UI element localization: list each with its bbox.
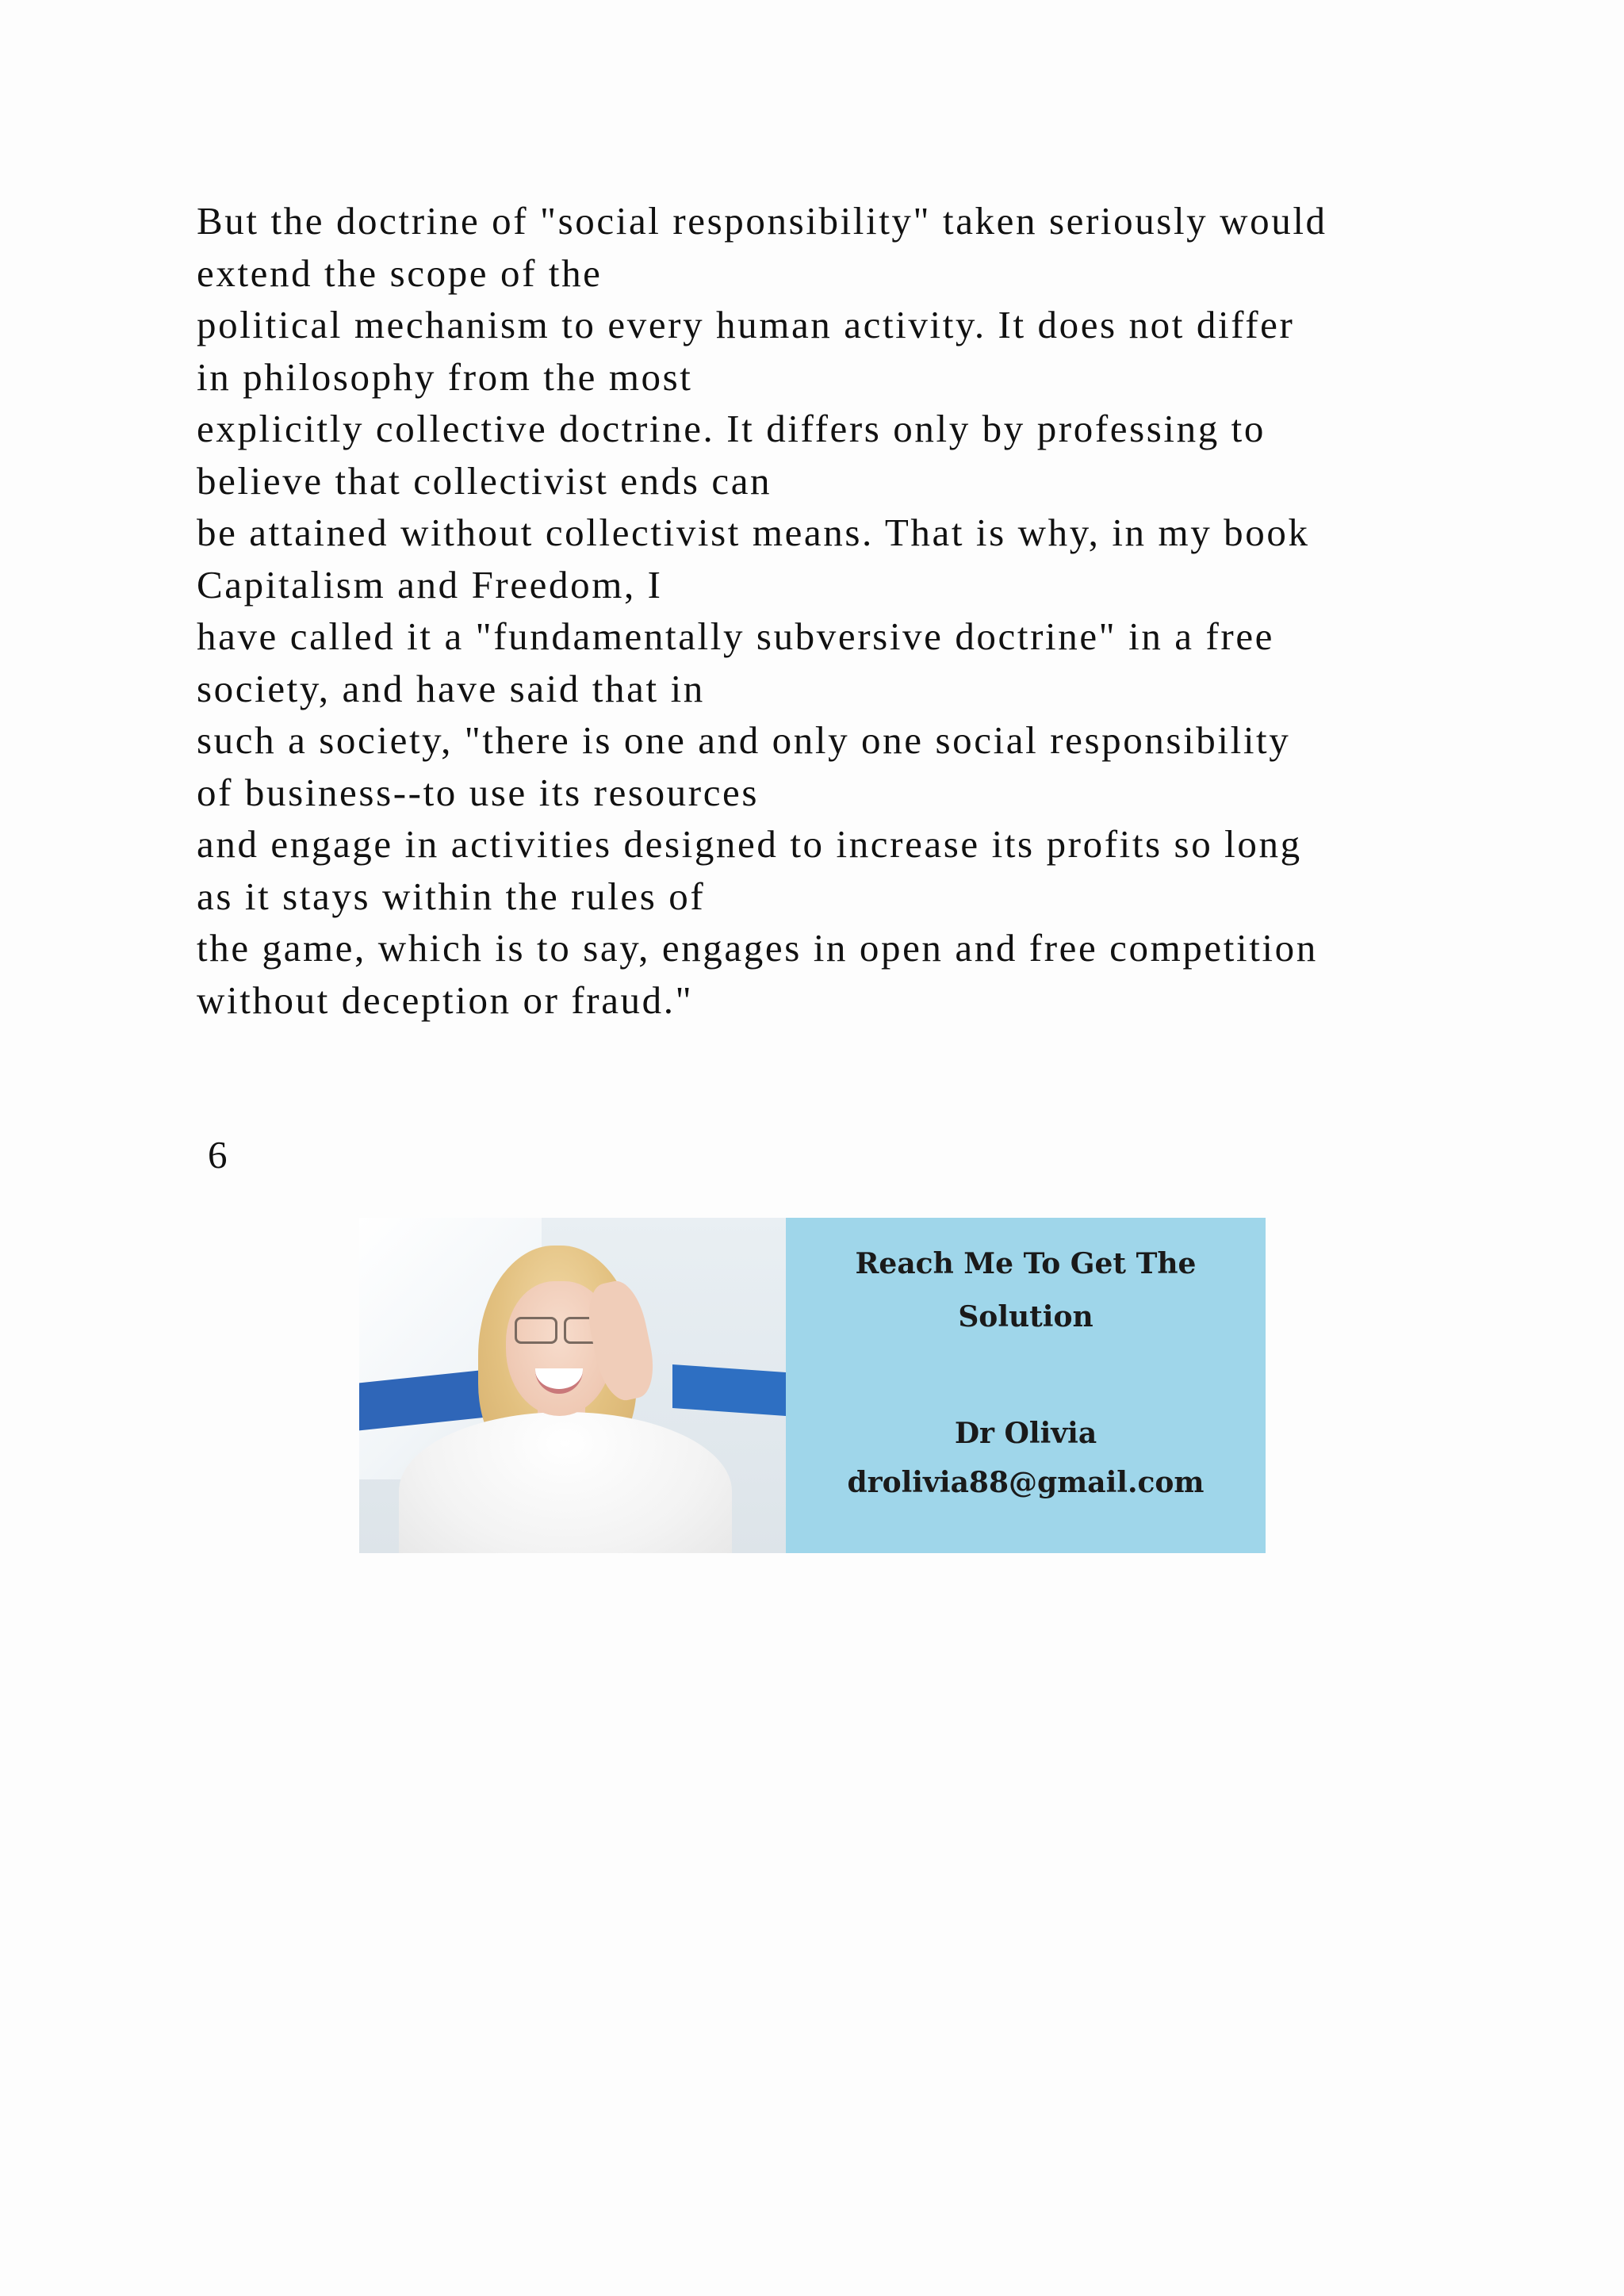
body-text bbox=[197, 195, 1545, 1026]
text-line: extend the scope of the bbox=[197, 251, 603, 295]
portrait-photo bbox=[359, 1218, 786, 1553]
contact-email[interactable]: drolivia88@gmail.com bbox=[847, 1466, 1205, 1499]
banner-headline: Reach Me To Get The bbox=[855, 1247, 1197, 1280]
contact-name: Dr Olivia bbox=[954, 1417, 1097, 1450]
text-line: the game, which is to say, engages in open and free competition bbox=[197, 926, 1318, 970]
text-line: be attained without collectivist means. That is why, in my book bbox=[197, 511, 1310, 554]
contact-banner bbox=[359, 1218, 1266, 1553]
text-line: believe that collectivist ends can bbox=[197, 458, 772, 503]
photo-blue-panel bbox=[672, 1364, 786, 1416]
banner-headline-2: Solution bbox=[958, 1300, 1094, 1334]
text-line: Capitalism and Freedom, I bbox=[197, 562, 663, 607]
text-line: and engage in activities designed to increase its profits so long bbox=[197, 822, 1302, 866]
text-line: society, and have said that in bbox=[197, 666, 705, 710]
page-number: 6 bbox=[208, 1133, 228, 1177]
contact-info-panel bbox=[786, 1218, 1266, 1553]
glasses-icon bbox=[515, 1317, 557, 1344]
text-line: have called it a "fundamentally subversive doctrine" in a free bbox=[197, 614, 1275, 658]
text-line: in philosophy from the most bbox=[197, 354, 693, 399]
text-line: as it stays within the rules of bbox=[197, 874, 706, 918]
text-line: political mechanism to every human activity. It does not differ bbox=[197, 303, 1295, 346]
text-line: explicitly collective doctrine. It differs only by professing to bbox=[197, 407, 1266, 450]
text-line: of business--to use its resources bbox=[197, 770, 760, 814]
text-line: But the doctrine of "social responsibility" taken seriously would bbox=[197, 199, 1327, 243]
text-line: without deception or fraud." bbox=[197, 978, 694, 1022]
text-line: such a society, "there is one and only one social responsibility bbox=[197, 718, 1291, 762]
